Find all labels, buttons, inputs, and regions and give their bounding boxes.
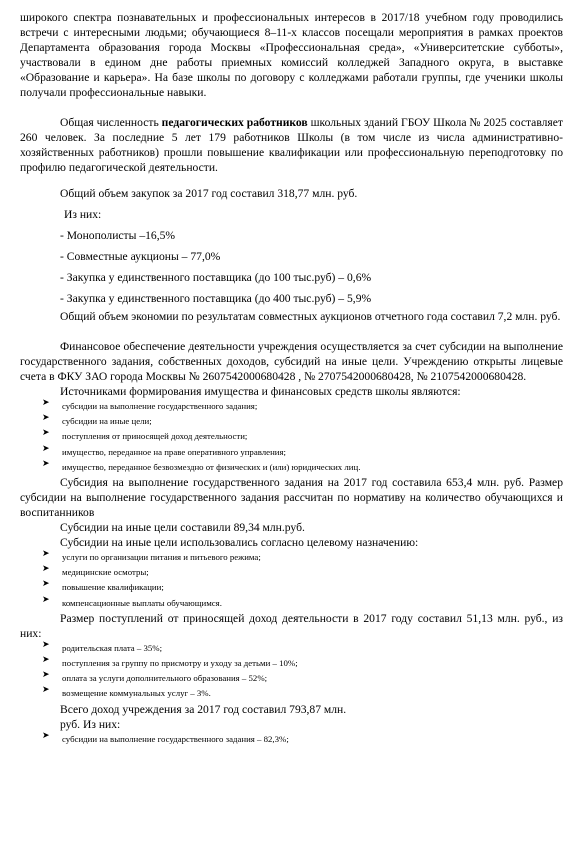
total-income-cont: руб. Из них: [60, 717, 121, 731]
other-subsidy-text: Субсидии на иные цели составили 89,34 млн.руб. [60, 521, 305, 535]
purchases-savings: Общий объем экономии по результатам совместных аукционов отчетного года составил 7,2 млн. руб. [60, 310, 561, 323]
arrowhead-bullet-icon: ➤ [42, 684, 50, 695]
total-income-list [20, 729, 563, 747]
financing-paragraph: Финансовое обеспечение деятельности учреждения осуществляется за счет субсидии на выполнение государственного задания, собственных доходов, субсидий на иные цели. Учреждению открыты лицевые счета в ФКУ ЗАО города Москвы № 2607542000680428 , № 2707542000680428, № 2107542000680428. [20, 340, 563, 383]
arrowhead-bullet-icon: ➤ [42, 457, 50, 468]
list-item: ➤ возмещение коммунальных услуг – 3%. [42, 684, 211, 699]
arrowhead-bullet-icon: ➤ [42, 729, 50, 740]
list-item: ➤ медицинские осмотры; [42, 563, 149, 578]
interests-paragraph: широкого спектра познавательных и профессиональных интересов в 2017/18 учебном году проводились встречи с интересными людьми; обучающиеся 8–11-х классов посещали мероприятия в рамках проектов Департамента образования города Москвы «Профессиональная среда», «Университетские субботы», участвовали в едином дне работы приемных комиссий колледжей Западного округа, в выставке «Образование и карьера». На базе школы по договору с колледжами работали группы, где ученики школы получали профессиональные навыки. [20, 11, 563, 99]
list-item: ➤ поступления за группу по присмотру и уходу за детьми – 10%; [42, 654, 298, 669]
total-income-text: Всего доход учреждения за 2017 год составил 793,87 млн. [60, 702, 347, 716]
list-item: ➤ субсидии на выполнение государственного задания – 82,3%; [42, 729, 289, 744]
sources-list [20, 399, 563, 475]
arrowhead-bullet-icon: ➤ [42, 397, 50, 407]
arrowhead-bullet-icon: ➤ [42, 563, 50, 574]
income-list [20, 638, 563, 702]
list-item: ➤ субсидии на иные цели; [42, 412, 152, 427]
sources-heading: Источниками формирования имущества и финансовых средств школы являются: [60, 385, 461, 398]
arrowhead-bullet-icon: ➤ [42, 442, 50, 453]
list-item: ➤ субсидии на выполнение государственного задания; [42, 397, 258, 411]
arrowhead-bullet-icon: ➤ [42, 412, 50, 423]
arrowhead-bullet-icon: ➤ [42, 638, 50, 649]
purchase-item: - Монополисты –16,5% [60, 229, 176, 242]
arrowhead-bullet-icon: ➤ [42, 578, 50, 589]
purchases-of-which: Из них: [64, 208, 102, 221]
purchase-item: - Закупка у единственного поставщика (до 400 тыс.руб) – 5,9% [60, 292, 372, 305]
arrowhead-bullet-icon: ➤ [42, 654, 50, 665]
arrowhead-bullet-icon: ➤ [42, 593, 50, 604]
purchase-item: - Совместные аукционы – 77,0% [60, 250, 221, 263]
list-item: ➤ повышение квалификации; [42, 578, 164, 593]
staff-prefix: Общая численность [60, 116, 162, 129]
list-item: ➤ родительская плата – 35%; [42, 638, 163, 653]
arrowhead-bullet-icon: ➤ [42, 548, 50, 559]
purchases-total: Общий объем закупок за 2017 год составил 318,77 млн. руб. [60, 187, 358, 200]
list-item: ➤ оплата за услуги дополнительного образования – 52%; [42, 669, 268, 684]
purchase-item: - Закупка у единственного поставщика (до 100 тыс.руб) – 0,6% [60, 271, 372, 284]
list-item: ➤ имущество, переданное безвозмездно от физических и (или) юридических лиц. [42, 457, 361, 472]
list-item: ➤ поступления от приносящей доход деятельности; [42, 427, 248, 442]
list-item: ➤ имущество, переданное на праве оперативного управления; [42, 442, 286, 457]
list-item: ➤ услуги по организации питания и питьевого режима; [42, 548, 261, 563]
other-usage-list [20, 550, 563, 611]
staff-rest: школьных зданий ГБОУ Школа № 2025 составляет 260 человек. За последние 5 лет 179 работников Школы (в том числе из числа административно-хозяйственных работников) прошли повышение квалификации или профессиональную переподготовку по профилю педагогической деятельности. [20, 116, 563, 174]
arrowhead-bullet-icon: ➤ [42, 427, 50, 438]
staff-bold: педагогических работников [161, 116, 308, 129]
income-paragraph: Размер поступлений от приносящей доход деятельности в 2017 году составил 51,13 млн. руб., из них: [20, 611, 563, 640]
state-subsidy-paragraph: Субсидия на выполнение государственного задания на 2017 год составила 653,4 млн. руб. Размер субсидии на выполнение государственного задания рассчитан по нормативу на количество обучающихся и воспитанников [20, 476, 563, 520]
arrowhead-bullet-icon: ➤ [42, 669, 50, 680]
staff-paragraph [20, 115, 563, 175]
list-item: ➤ компенсационные выплаты обучающимся. [42, 593, 222, 608]
other-usage-text: Субсидии на иные цели использовались согласно целевому назначению: [60, 536, 419, 550]
